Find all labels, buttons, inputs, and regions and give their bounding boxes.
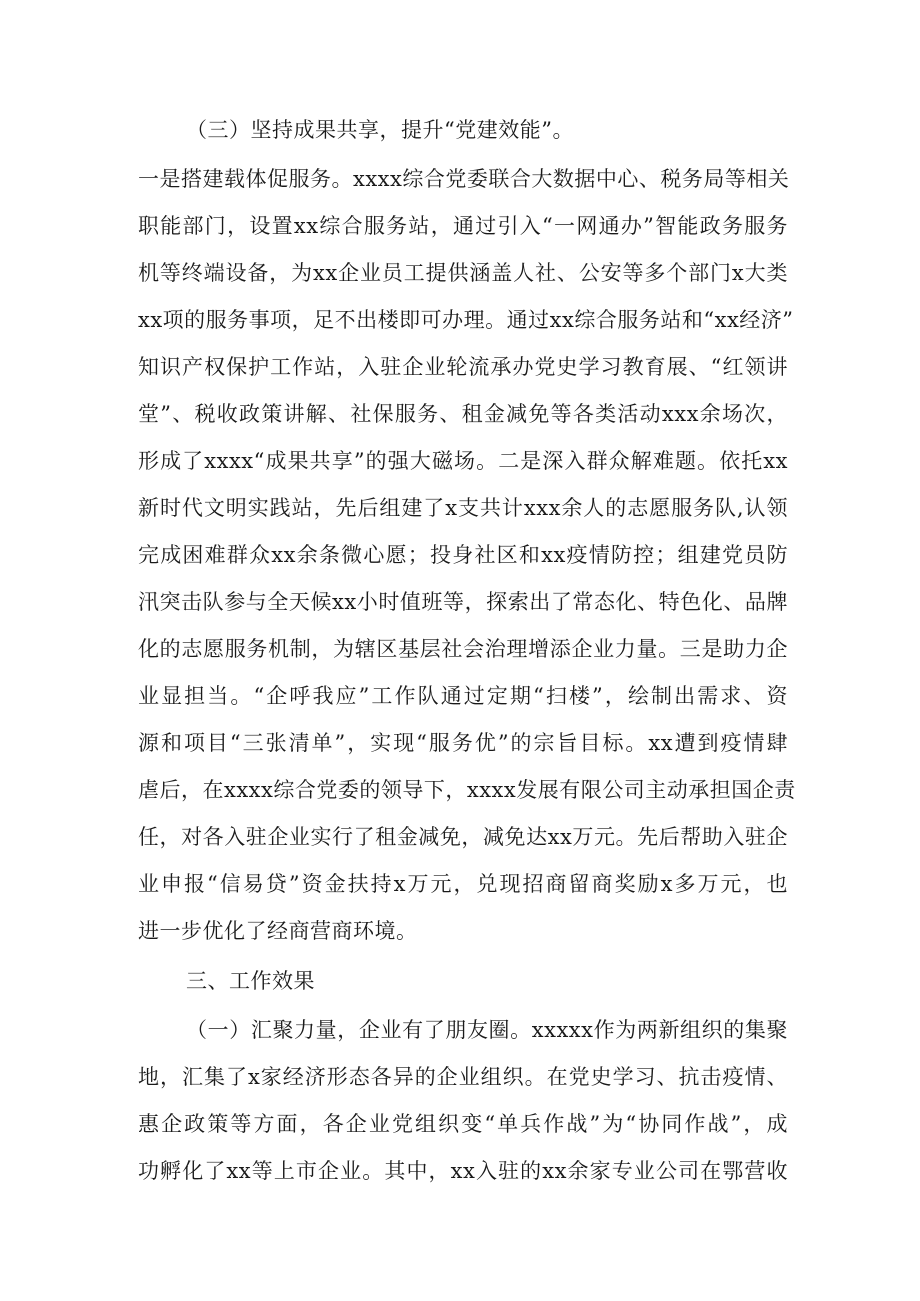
paragraph-line: 形成了xxxx“成果共享”的强大磁场。二是深入群众解难题。依托xx (138, 449, 788, 473)
paragraph-line: 业申报“信易贷”资金扶持x万元，兑现招商留商奖励x多万元，也 (138, 872, 788, 896)
paragraph-line: 新时代文明实践站，先后组建了x支共计xxx余人的志愿服务队,认领 (138, 496, 788, 520)
section-title: 三、工作效果 (186, 969, 315, 993)
paragraph-line: 汛突击队参与全天候xx小时值班等，探索出了常态化、特色化、品牌 (138, 590, 788, 614)
paragraph-line: 任，对各入驻企业实行了租金减免，减免达xx万元。先后帮助入驻企 (138, 825, 788, 849)
paragraph-line: （一）汇聚力量，企业有了朋友圈。xxxxx作为两新组织的集聚 (186, 1018, 788, 1042)
paragraph-line: 一是搭建载体促服务。xxxx综合党委联合大数据中心、税务局等相关 (138, 167, 790, 191)
paragraph-line: 化的志愿服务机制，为辖区基层社会治理增添企业力量。三是助力企 (138, 637, 788, 661)
paragraph-line: 完成困难群众xx余条微心愿；投身社区和xx疫情防控；组建党员防 (138, 543, 788, 567)
paragraph-line: 堂”、税收政策讲解、社保服务、租金减免等各类活动xxx余场次， (138, 402, 788, 426)
paragraph-line: 职能部门，设置xx综合服务站，通过引入“一网通办”智能政务服务 (138, 214, 788, 238)
paragraph-line: 机等终端设备，为xx企业员工提供涵盖人社、公安等多个部门x大类 (138, 261, 788, 285)
subsection-heading: （三）坚持成果共享，提升“党建效能”。 (186, 118, 574, 142)
paragraph-line: 虐后，在xxxx综合党委的领导下，xxxx发展有限公司主动承担国企责 (138, 778, 796, 802)
paragraph-line: 惠企政策等方面，各企业党组织变“单兵作战”为“协同作战”，成 (138, 1112, 788, 1136)
paragraph-line: 业显担当。“企呼我应”工作队通过定期“扫楼”，绘制出需求、资 (138, 684, 788, 708)
paragraph-line: 地，汇集了x家经济形态各异的企业组织。在党史学习、抗击疫情、 (138, 1065, 788, 1089)
paragraph-line: 源和项目“三张清单”，实现“服务优”的宗旨目标。xx遭到疫情肆 (138, 731, 788, 755)
paragraph-line: 功孵化了xx等上市企业。其中，xx入驻的xx余家专业公司在鄂营收 (138, 1159, 788, 1183)
paragraph-line: xx项的服务事项，足不出楼即可办理。通过xx综合服务站和“xx经济” (138, 308, 794, 332)
paragraph-line: 知识产权保护工作站，入驻企业轮流承办党史学习教育展、“红领讲 (138, 355, 788, 379)
paragraph-line: 进一步优化了经商营商环境。 (138, 919, 418, 943)
